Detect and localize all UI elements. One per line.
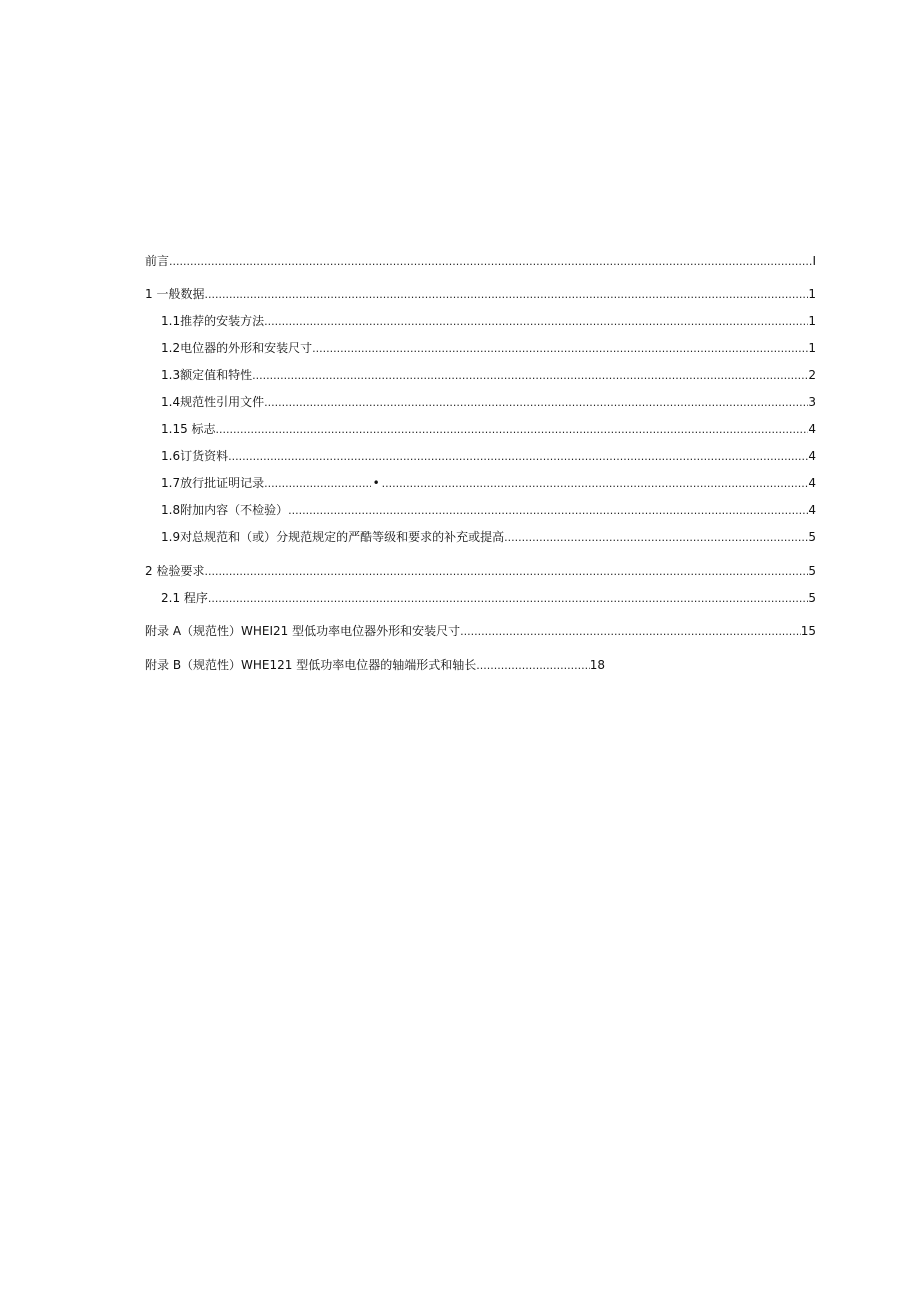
toc-entry-1[interactable] (145, 285, 816, 303)
toc-entry-title: 对总规范和（或）分规范规定的严酷等级和要求的补充或提高 (180, 530, 505, 544)
toc-leader-dots (264, 475, 370, 493)
toc-entry-1-3[interactable] (161, 366, 816, 384)
toc-entry-number: 1 (145, 287, 153, 301)
toc-leader-dots (204, 286, 808, 304)
toc-entry-title: 附录 A（规范性）WHEI21 型低功率电位器外形和安装尺寸 (145, 624, 461, 638)
toc-entry-page: 2 (808, 368, 816, 382)
toc-entry-page: I (812, 254, 816, 268)
toc-entry-page: 5 (808, 530, 816, 544)
toc-entry-number: 1.1 (161, 314, 181, 328)
toc-entry-title: 推荐的安装方法 (180, 314, 265, 328)
toc-entry-number: 1.9 (161, 530, 181, 544)
toc-leader-dots (264, 394, 808, 412)
toc-leader-dots (460, 623, 801, 641)
toc-entry-title: 附加内容（不检验） (180, 503, 289, 517)
toc-leader-dots (208, 590, 808, 608)
toc-entry-number: 1.6 (161, 449, 181, 463)
toc-entry-page: 3 (808, 395, 816, 409)
toc-entry-2-1[interactable] (161, 589, 816, 607)
toc-entry-appendix-b[interactable] (145, 656, 605, 674)
toc-leader-dots (312, 340, 808, 358)
toc-entry-title: 电位器的外形和安装尺寸 (180, 341, 313, 355)
toc-entry-page: 1 (808, 314, 816, 328)
toc-entry-number: 1.7 (161, 476, 181, 490)
toc-entry-number: 1.2 (161, 341, 181, 355)
toc-entry-title: 2 检验要求 (145, 564, 205, 578)
toc-entry-2[interactable] (145, 562, 816, 580)
toc-leader-dots (252, 367, 808, 385)
toc-entry-preface[interactable] (145, 252, 816, 270)
toc-leader-dots (476, 657, 589, 675)
toc-entry-title: 一般数据 (156, 287, 205, 301)
toc-entry-page: 4 (808, 503, 816, 517)
toc-entry-page: 4 (808, 449, 816, 463)
toc-entry-number: 1.3 (161, 368, 181, 382)
toc-entry-page: 1 (808, 341, 816, 355)
toc-entry-1-8[interactable] (161, 501, 816, 519)
toc-entry-1-7[interactable] (161, 474, 816, 492)
toc-entry-page: 5 (808, 564, 816, 578)
toc-entry-page: 4 (808, 476, 816, 490)
toc-entry-1-4[interactable] (161, 393, 816, 411)
toc-leader-dots (288, 502, 808, 520)
toc-entry-number: 1.4 (161, 395, 181, 409)
stray-bullet-mark: • (372, 476, 380, 490)
toc-entry-title: 额定值和特性 (180, 368, 253, 382)
toc-leader-dots (204, 563, 808, 581)
toc-entry-title: 5 标志 (180, 422, 216, 436)
toc-entry-title: 前言 (145, 254, 170, 268)
toc-entry-1-6[interactable] (161, 447, 816, 465)
toc-entry-title: 附录 B（规范性）WHE121 型低功率电位器的轴端形式和轴长 (145, 658, 477, 672)
toc-entry-number: 1.8 (161, 503, 181, 517)
toc-leader-dots (382, 475, 809, 493)
toc-entry-page: 15 (800, 624, 816, 638)
toc-leader-dots (216, 421, 809, 439)
toc-leader-dots (169, 253, 812, 271)
toc-entry-page: 1 (808, 287, 816, 301)
toc-entry-page: 4 (808, 422, 816, 436)
toc-entry-1-1[interactable] (161, 312, 816, 330)
toc-entry-title: 订货资料 (180, 449, 229, 463)
toc-entry-1-9[interactable] (161, 528, 816, 546)
toc-entry-1-2[interactable] (161, 339, 816, 357)
toc-leader-dots (264, 313, 808, 331)
toc-leader-dots (228, 448, 808, 466)
toc-entry-number: 1.1 (161, 422, 181, 436)
toc-entry-page: 18 (589, 658, 605, 672)
toc-entry-title: 放行批证明记录 (180, 476, 265, 490)
toc-entry-1-5[interactable] (161, 420, 816, 438)
toc-leader-dots (504, 529, 808, 547)
toc-entry-title: 2.1 程序 (161, 591, 208, 605)
toc-entry-appendix-a[interactable] (145, 622, 816, 640)
toc-entry-title: 规范性引用文件 (180, 395, 265, 409)
toc-entry-page: 5 (808, 591, 816, 605)
